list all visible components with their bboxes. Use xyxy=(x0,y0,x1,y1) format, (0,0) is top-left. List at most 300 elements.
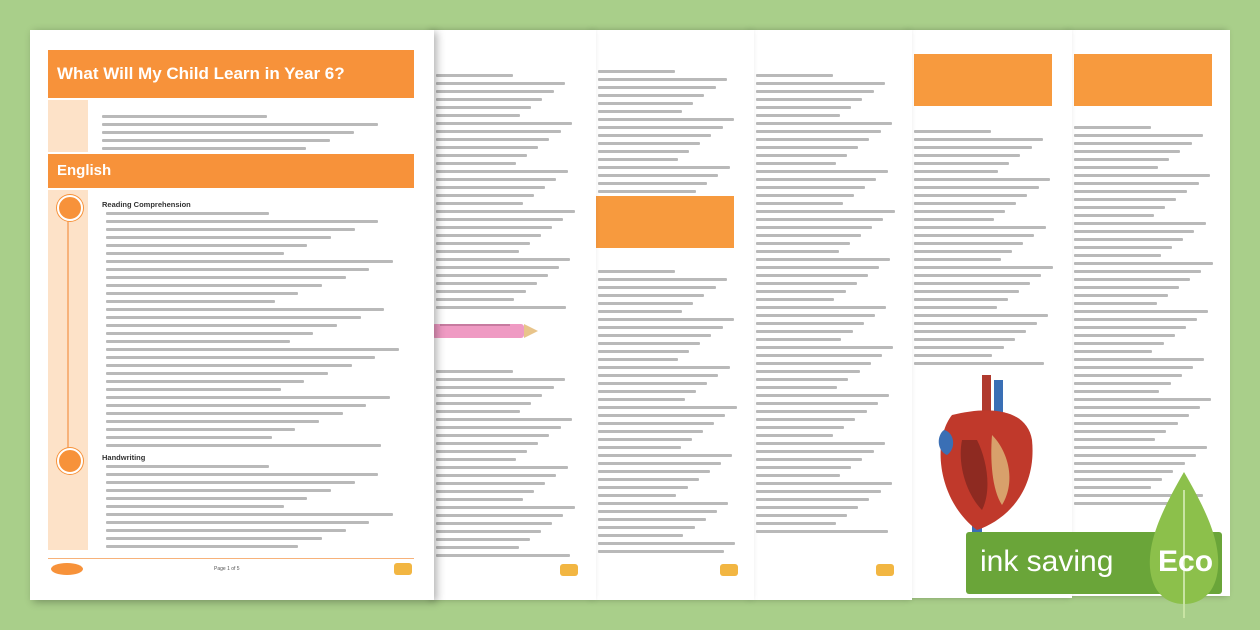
page-text-line xyxy=(914,202,1016,205)
reading-text-line xyxy=(106,348,399,351)
page-text-line xyxy=(1074,254,1161,257)
page-text-line xyxy=(436,266,559,269)
page-text-line xyxy=(914,218,994,221)
page-text-line xyxy=(756,186,865,189)
page-text-line xyxy=(756,234,861,237)
page-text-line xyxy=(1074,198,1176,201)
page-text-line xyxy=(598,358,678,361)
page-text-line xyxy=(598,438,692,441)
page-text-line xyxy=(598,382,707,385)
page-text-line xyxy=(598,110,682,113)
page-text-line xyxy=(756,426,844,429)
page-text-line xyxy=(1074,238,1183,241)
page-text-line xyxy=(756,482,892,485)
ink-saving-label: ink saving xyxy=(980,545,1114,578)
page-text-line xyxy=(1074,446,1207,449)
page-text-line xyxy=(436,274,548,277)
page-text-line xyxy=(1074,318,1197,321)
page-text-line xyxy=(598,150,689,153)
page-text-line xyxy=(756,514,847,517)
page-text-line xyxy=(914,346,1004,349)
page-text-line xyxy=(914,314,1048,317)
page-text-line xyxy=(598,270,675,273)
page-text-line xyxy=(756,290,846,293)
handwriting-text-line xyxy=(106,489,331,492)
intro-side-strip xyxy=(48,100,88,152)
footer-page-label: Page 1 of 5 xyxy=(214,566,240,572)
reading-text-line xyxy=(106,308,384,311)
page-text-line xyxy=(436,298,514,301)
page-text-line xyxy=(914,282,1030,285)
page-text-line xyxy=(756,370,860,373)
page-text-line xyxy=(756,394,889,397)
page-text-line xyxy=(756,298,834,301)
intro-text-line xyxy=(102,139,330,142)
page-text-line xyxy=(756,418,855,421)
page-text-line xyxy=(436,434,549,437)
page-text-line xyxy=(1074,262,1213,265)
page-text-line xyxy=(436,226,552,229)
page-text-line xyxy=(1074,398,1211,401)
page-text-line xyxy=(756,490,881,493)
page-text-line xyxy=(914,298,1008,301)
reading-text-line xyxy=(106,284,322,287)
page-text-line xyxy=(598,182,707,185)
reading-text-line xyxy=(106,332,313,335)
page-text-line xyxy=(914,362,1044,365)
page-text-line xyxy=(598,486,688,489)
reading-text-line xyxy=(106,260,393,263)
page-text-line xyxy=(1074,486,1151,489)
page-text-line xyxy=(1074,294,1168,297)
page-text-line xyxy=(436,474,556,477)
page-text-line xyxy=(1074,382,1171,385)
page-text-line xyxy=(598,278,727,281)
page-text-line xyxy=(436,530,541,533)
reading-text-line xyxy=(106,228,355,231)
page-text-line xyxy=(598,350,689,353)
handwriting-text-line xyxy=(106,505,284,508)
page-text-line xyxy=(1074,190,1187,193)
page-header-bar xyxy=(594,196,734,248)
subheading-handwriting: Handwriting xyxy=(102,453,146,462)
page-text-line xyxy=(756,386,837,389)
page-text-line xyxy=(914,138,1043,141)
page-text-line xyxy=(756,154,847,157)
page-text-line xyxy=(756,498,869,501)
page-text-line xyxy=(756,114,840,117)
footer-logo xyxy=(560,564,578,576)
page-text-line xyxy=(1074,142,1192,145)
reading-text-line xyxy=(106,444,381,447)
page-text-line xyxy=(598,510,717,513)
page-text-line xyxy=(1074,358,1204,361)
page-text-line xyxy=(1074,366,1193,369)
page-text-line xyxy=(756,218,883,221)
intro-text-line xyxy=(102,123,378,126)
page-text-line xyxy=(598,302,693,305)
page-header-bar xyxy=(914,54,1052,106)
page-text-line xyxy=(436,506,575,509)
page-text-line xyxy=(914,250,1012,253)
page-text-line xyxy=(914,266,1053,269)
handwriting-text-line xyxy=(106,545,298,548)
page-text-line xyxy=(756,106,851,109)
page-text-line xyxy=(756,450,874,453)
document-page-3 xyxy=(594,30,754,600)
page-text-line xyxy=(436,186,545,189)
page-text-line xyxy=(436,370,513,373)
page-text-line xyxy=(1074,374,1182,377)
page-text-line xyxy=(598,406,737,409)
page-text-line xyxy=(598,374,718,377)
page-text-line xyxy=(1074,302,1157,305)
page-text-line xyxy=(756,82,885,85)
page-text-line xyxy=(914,274,1041,277)
page-text-line xyxy=(756,74,833,77)
page-text-line xyxy=(914,322,1037,325)
page-text-line xyxy=(756,162,836,165)
handwriting-text-line xyxy=(106,465,269,468)
page-text-line xyxy=(598,542,735,545)
page-text-line xyxy=(436,306,566,309)
page-text-line xyxy=(914,234,1034,237)
page-text-line xyxy=(1074,286,1179,289)
page-text-line xyxy=(756,274,868,277)
page-text-line xyxy=(756,522,836,525)
handwriting-text-line xyxy=(106,513,393,516)
page-text-line xyxy=(756,266,879,269)
page-text-line xyxy=(756,338,841,341)
page-text-line xyxy=(598,318,734,321)
reading-text-line xyxy=(106,300,275,303)
heart-illustration xyxy=(932,370,1042,550)
page-text-line xyxy=(756,178,876,181)
page-text-line xyxy=(914,210,1005,213)
page-text-line xyxy=(436,410,520,413)
reading-text-line xyxy=(106,412,343,415)
page-text-line xyxy=(598,446,681,449)
page-text-line xyxy=(598,398,685,401)
page-title: What Will My Child Learn in Year 6? xyxy=(48,50,414,98)
page-text-line xyxy=(598,126,723,129)
page-text-line xyxy=(756,282,857,285)
page-text-line xyxy=(1074,174,1210,177)
reading-text-line xyxy=(106,276,346,279)
page-text-line xyxy=(756,354,882,357)
page-text-line xyxy=(914,162,1009,165)
page-text-line xyxy=(756,378,848,381)
page-text-line xyxy=(598,174,718,177)
page-text-line xyxy=(914,290,1019,293)
page-text-line xyxy=(1074,390,1159,393)
page-text-line xyxy=(436,234,541,237)
document-page-4 xyxy=(752,30,912,600)
page-text-line xyxy=(1074,158,1169,161)
intro-text-line xyxy=(102,115,267,118)
page-text-line xyxy=(756,330,853,333)
page-text-line xyxy=(756,242,850,245)
page-text-line xyxy=(436,250,519,253)
reading-text-line xyxy=(106,372,328,375)
eco-label: Eco xyxy=(1158,545,1214,578)
page-text-line xyxy=(756,314,875,317)
page-text-line xyxy=(756,530,888,533)
page-text-line xyxy=(1074,246,1172,249)
page-text-line xyxy=(914,178,1050,181)
page-text-line xyxy=(436,146,538,149)
page-text-line xyxy=(756,442,885,445)
page-text-line xyxy=(598,478,699,481)
page-text-line xyxy=(914,330,1026,333)
page-text-line xyxy=(1074,462,1185,465)
section-marker-dot xyxy=(57,448,83,474)
page-text-line xyxy=(436,482,545,485)
page-text-line xyxy=(756,146,858,149)
page-text-line xyxy=(1074,126,1151,129)
reading-text-line xyxy=(106,252,284,255)
page-text-line xyxy=(756,130,881,133)
page-text-line xyxy=(598,70,675,73)
page-text-line xyxy=(1074,222,1206,225)
page-text-line xyxy=(1074,350,1152,353)
page-text-line xyxy=(914,226,1046,229)
page-text-line xyxy=(436,130,561,133)
section-marker-dot xyxy=(57,195,83,221)
page-text-line xyxy=(436,426,561,429)
page-text-line xyxy=(436,138,549,141)
page-text-line xyxy=(436,458,516,461)
page-text-line xyxy=(598,390,696,393)
page-text-line xyxy=(914,194,1027,197)
page-text-line xyxy=(436,258,570,261)
page-text-line xyxy=(1074,422,1178,425)
page-text-line xyxy=(598,470,710,473)
page-text-line xyxy=(436,242,530,245)
page-text-line xyxy=(436,202,523,205)
reading-text-line xyxy=(106,396,390,399)
footer-logo xyxy=(394,563,412,575)
page-text-line xyxy=(598,462,721,465)
page-text-line xyxy=(1074,310,1208,313)
page-text-line xyxy=(436,538,530,541)
page-text-line xyxy=(756,362,871,365)
page-text-line xyxy=(436,442,538,445)
page-text-line xyxy=(436,82,565,85)
reading-text-line xyxy=(106,436,272,439)
page-text-line xyxy=(756,170,888,173)
page-text-line xyxy=(436,210,575,213)
page-text-line xyxy=(598,78,727,81)
page-text-line xyxy=(598,518,706,521)
page-text-line xyxy=(598,190,696,193)
page-text-line xyxy=(436,218,563,221)
reading-text-line xyxy=(106,316,361,319)
page-text-line xyxy=(1074,206,1165,209)
twinkl-logo-icon xyxy=(50,562,84,576)
document-page-5 xyxy=(910,30,1072,598)
page-text-line xyxy=(436,402,531,405)
page-text-line xyxy=(436,194,534,197)
page-text-line xyxy=(1074,214,1154,217)
page-text-line xyxy=(1074,454,1196,457)
page-text-line xyxy=(756,458,862,461)
reading-text-line xyxy=(106,404,366,407)
page-text-line xyxy=(756,402,878,405)
reading-text-line xyxy=(106,220,378,223)
intro-text-line xyxy=(102,131,354,134)
reading-text-line xyxy=(106,236,331,239)
page-text-line xyxy=(436,554,570,557)
page-text-line xyxy=(1074,182,1199,185)
page-text-line xyxy=(1074,134,1203,137)
page-text-line xyxy=(598,502,728,505)
reading-text-line xyxy=(106,388,281,391)
page-text-line xyxy=(598,94,704,97)
page-text-line xyxy=(436,498,523,501)
page-text-line xyxy=(598,422,714,425)
page-text-line xyxy=(1074,342,1164,345)
handwriting-text-line xyxy=(106,473,378,476)
page-text-line xyxy=(914,354,992,357)
page-text-line xyxy=(598,342,700,345)
page-text-line xyxy=(436,450,527,453)
page-text-line xyxy=(436,90,554,93)
page-text-line xyxy=(436,394,542,397)
page-text-line xyxy=(436,106,531,109)
reading-text-line xyxy=(106,380,304,383)
page-text-line xyxy=(598,534,683,537)
page-text-line xyxy=(436,418,572,421)
section-heading-english: English xyxy=(48,154,414,188)
page-text-line xyxy=(436,282,537,285)
page-text-line xyxy=(598,158,678,161)
page-text-line xyxy=(598,118,734,121)
page-text-line xyxy=(756,138,869,141)
page-text-line xyxy=(598,414,725,417)
page-text-line xyxy=(756,506,858,509)
page-text-line xyxy=(436,114,520,117)
handwriting-text-line xyxy=(106,497,307,500)
document-page-2 xyxy=(432,30,596,600)
reading-text-line xyxy=(106,244,307,247)
page-text-line xyxy=(436,386,554,389)
page-text-line xyxy=(598,526,695,529)
handwriting-text-line xyxy=(106,537,322,540)
page-text-line xyxy=(756,90,874,93)
intro-text-line xyxy=(102,147,306,150)
page-text-line xyxy=(598,366,730,369)
page-text-line xyxy=(436,290,526,293)
page-text-line xyxy=(598,86,716,89)
page-text-line xyxy=(436,490,534,493)
page-text-line xyxy=(914,130,991,133)
handwriting-text-line xyxy=(106,521,369,524)
page-text-line xyxy=(436,162,516,165)
page-text-line xyxy=(598,430,703,433)
page-text-line xyxy=(756,434,833,437)
reading-text-line xyxy=(106,324,337,327)
page-text-line xyxy=(756,466,851,469)
page-text-line xyxy=(914,146,1032,149)
reading-text-line xyxy=(106,428,295,431)
timeline-line xyxy=(67,210,69,460)
page-text-line xyxy=(1074,150,1180,153)
page-text-line xyxy=(914,242,1023,245)
page-text-line xyxy=(914,306,997,309)
page-header-bar xyxy=(1074,54,1212,106)
page-text-line xyxy=(436,170,568,173)
page-text-line xyxy=(756,346,893,349)
page-text-line xyxy=(756,122,892,125)
page-text-line xyxy=(1074,334,1175,337)
page-text-line xyxy=(1074,406,1200,409)
page-text-line xyxy=(756,474,840,477)
page-text-line xyxy=(756,210,895,213)
reading-text-line xyxy=(106,292,298,295)
page-text-line xyxy=(1074,278,1190,281)
page-text-line xyxy=(598,334,711,337)
page-text-line xyxy=(436,74,513,77)
page-text-line xyxy=(598,134,711,137)
page-text-line xyxy=(436,122,572,125)
page-text-line xyxy=(756,226,872,229)
page-text-line xyxy=(436,98,542,101)
page-text-line xyxy=(1074,230,1194,233)
reading-text-line xyxy=(106,356,375,359)
page-text-line xyxy=(598,310,682,313)
subheading-reading: Reading Comprehension xyxy=(102,200,191,209)
reading-text-line xyxy=(106,268,369,271)
page-text-line xyxy=(1074,414,1189,417)
page-text-line xyxy=(1074,430,1166,433)
page-text-line xyxy=(436,154,527,157)
reading-text-line xyxy=(106,212,269,215)
page-text-line xyxy=(598,326,723,329)
page-text-line xyxy=(1074,326,1186,329)
page-text-line xyxy=(914,338,1015,341)
page-text-line xyxy=(436,522,552,525)
page-text-line xyxy=(756,98,862,101)
page-text-line xyxy=(436,378,565,381)
footer-logo xyxy=(720,564,738,576)
page-text-line xyxy=(756,322,864,325)
page-text-line xyxy=(756,306,886,309)
page-text-line xyxy=(598,294,704,297)
page-text-line xyxy=(1074,166,1158,169)
page-text-line xyxy=(1074,438,1155,441)
page-text-line xyxy=(756,250,839,253)
footer-divider xyxy=(48,558,414,559)
footer-logo xyxy=(876,564,894,576)
pencil-illustration xyxy=(432,318,542,344)
page-text-line xyxy=(914,154,1020,157)
page-text-line xyxy=(756,194,854,197)
page-text-line xyxy=(436,514,563,517)
reading-text-line xyxy=(106,420,319,423)
page-text-line xyxy=(598,102,693,105)
page-text-line xyxy=(914,258,1001,261)
handwriting-text-line xyxy=(106,529,346,532)
page-text-line xyxy=(598,166,730,169)
page-text-line xyxy=(1074,270,1201,273)
page-text-line xyxy=(598,454,732,457)
page-text-line xyxy=(436,546,519,549)
reading-text-line xyxy=(106,340,290,343)
page-text-line xyxy=(756,258,890,261)
page-text-line xyxy=(914,170,998,173)
page-text-line xyxy=(436,466,568,469)
